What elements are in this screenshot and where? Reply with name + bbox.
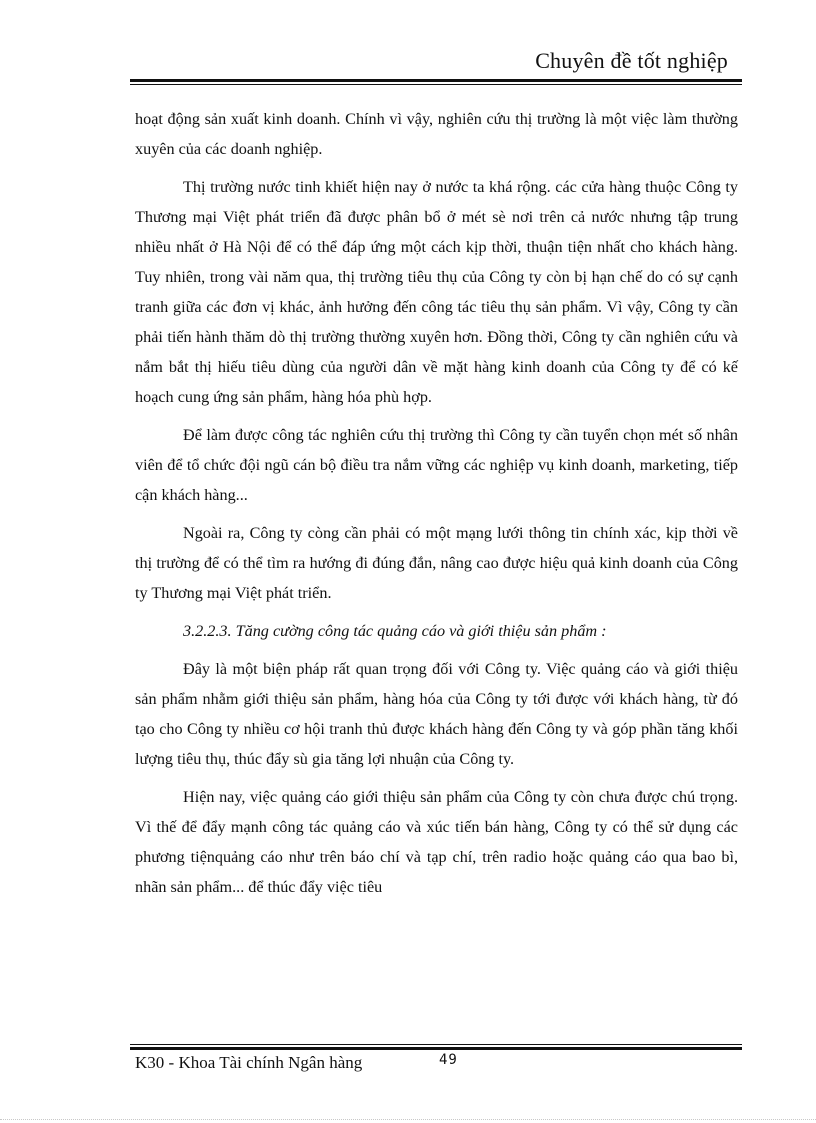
header-rule-thin [130,84,742,85]
footer-rule-thin [130,1044,742,1045]
section-heading: 3.2.2.3. Tăng cường công tác quảng cáo và giới thiệu sản phẩm : [183,622,607,640]
page-header [130,44,742,80]
footer-department: K30 - Khoa Tài chính Ngân hàng [135,1053,363,1072]
footer-rule-thick [130,1047,742,1050]
paragraph-market: Thị trường nước tinh khiết hiện nay ở nước ta khá rộng. các cửa hàng thuộc Công ty Thương mại Việt phát triển đã được phân bổ ở mét sè nơi trên cả nước nhưng tập trung nhiều nhất ở Hà Nội để có thể đáp ứng một cách kịp thời, thuận tiện nhất cho khách hàng. Tuy nhiên, trong vài năm qua, thị trường tiêu thụ của Công ty còn bị hạn chế do có sự cạnh tranh giữa các đơn vị khác, ảnh hưởng đến công tác tiêu thụ sản phẩm. Vì vậy, Công ty cần phải tiến hành thăm dò thị trường thường xuyên hơn. Đồng thời, Công ty cần nghiên cứu và nắm bắt thị hiếu tiêu dùng của người dân về mặt hàng kinh doanh của Công ty để có kế hoạch cung ứng sản phẩm, hàng hóa phù hợp. [135,178,738,406]
paragraph-continuation: hoạt động sản xuất kinh doanh. Chính vì vậy, nghiên cứu thị trường là một việc làm thường xuyên của các doanh nghiệp. [135,110,738,158]
page-number: 49 [439,1052,458,1068]
page-edge-dotted-line [0,1119,816,1120]
header-title: Chuyên đề tốt nghiệp [535,48,728,73]
body-text [135,104,738,910]
paragraph-advertising-current: Hiện nay, việc quảng cáo giới thiệu sản phẩm của Công ty còn chưa được chú trọng. Vì thế để đẩy mạnh công tác quảng cáo và xúc tiến bán hàng, Công ty có thể sử dụng các phương tiệnquảng cáo như trên báo chí và tạp chí, trên radio hoặc quảng cáo qua bao bì, nhãn sản phẩm... để thúc đẩy việc tiêu [135,788,738,896]
paragraph-research-staff: Để làm được công tác nghiên cứu thị trường thì Công ty cần tuyển chọn mét số nhân viên để tổ chức đội ngũ cán bộ điều tra nắm vững các nghiệp vụ kinh doanh, marketing, tiếp cận khách hàng... [135,426,738,504]
header-rule-thick [130,79,742,82]
paragraph-advertising-importance: Đây là một biện pháp rất quan trọng đối với Công ty. Việc quảng cáo và giới thiệu sản phẩm nhằm giới thiệu sản phẩm, hàng hóa của Công ty tới được với khách hàng, từ đó tạo cho Công ty nhiều cơ hội tranh thủ được khách hàng đến Công ty và góp phần tăng khối lượng tiêu thụ, thúc đẩy sù gia tăng lợi nhuận của Công ty. [135,660,738,768]
paragraph-information-network: Ngoài ra, Công ty còng cần phải có một mạng lưới thông tin chính xác, kịp thời về thị trường để có thể tìm ra hướng đi đúng đắn, nâng cao được hiệu quả kinh doanh của Công ty Thương mại Việt phát triển. [135,524,738,602]
